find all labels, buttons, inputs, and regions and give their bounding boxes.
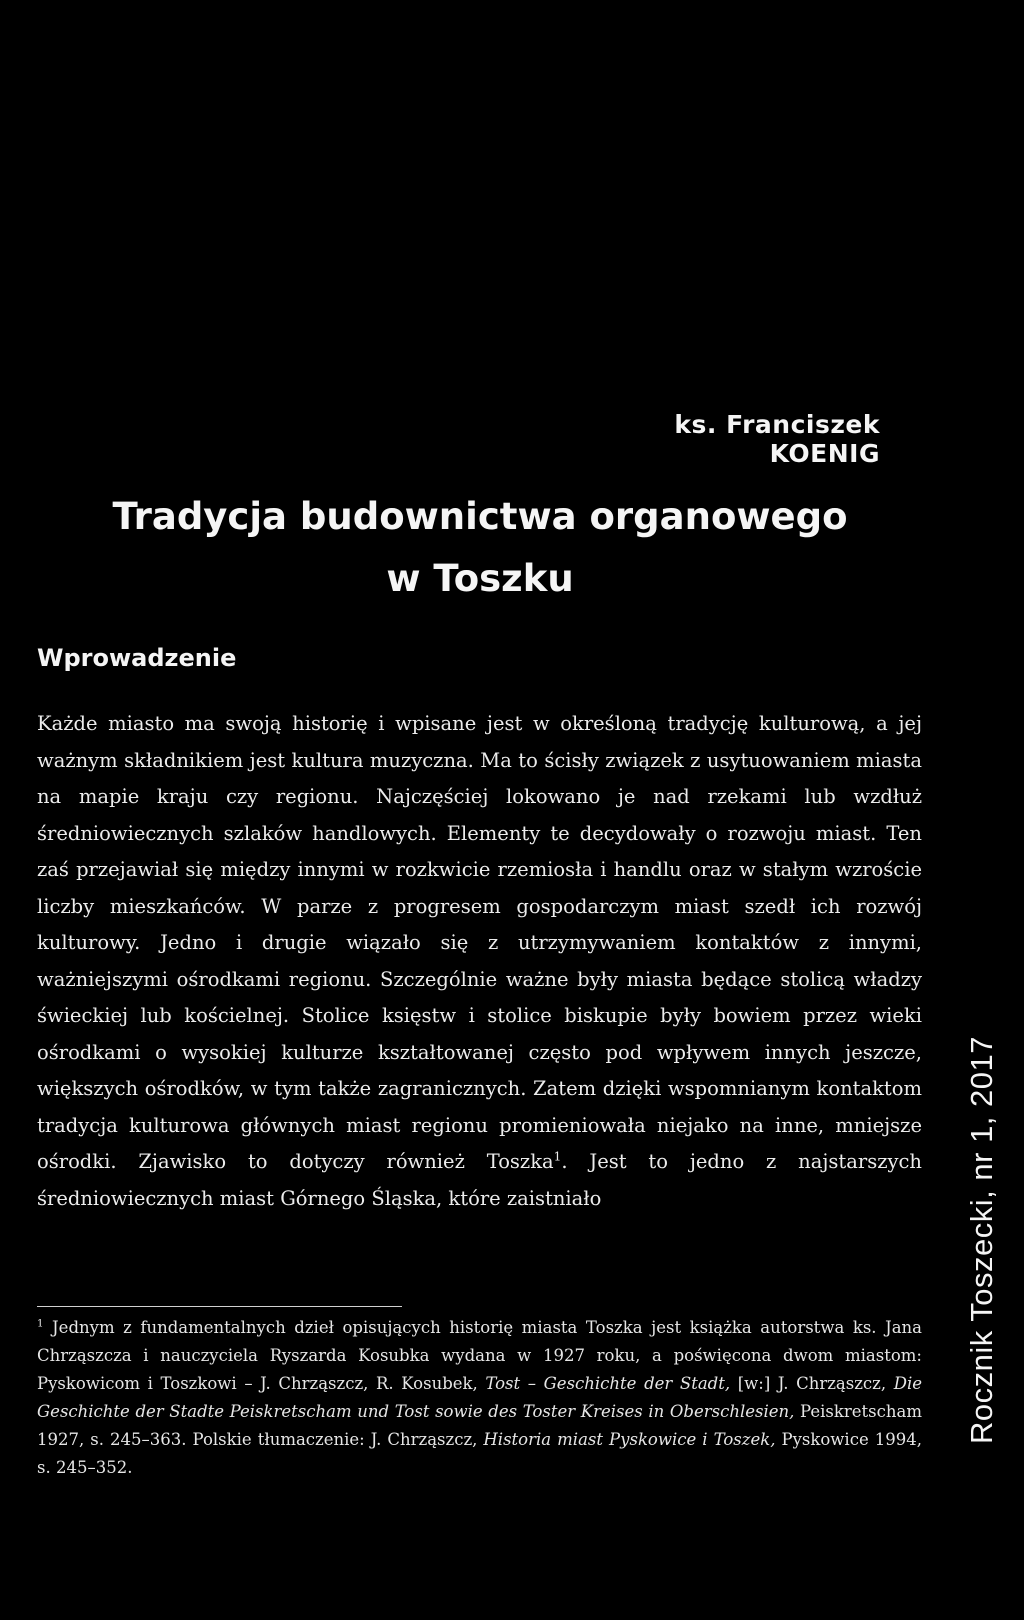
footnote-text-a: Jednym z fundamentalnych dzieł opisujących historię miasta Toszka jest książka autorstwa ks. Jana Chrząszcza i nauczyciela Ryszarda Kosubka wydana w 1927 roku, a poświęcona dwom miastom: Pyskowicom i Toszkowi – J. Chrząszcz, R. Kosubek, (37, 1318, 922, 1393)
body-paragraph-part-2: . Jest to jedno z najstarszych średniowiecznych miast Górnego Śląska, które zaistniało (37, 1150, 922, 1210)
footnote (37, 1314, 922, 1482)
footnote-text-c: Peiskretscham 1927, s. 245–363. Polskie tłumaczenie: J. Chrząszcz, (37, 1402, 922, 1449)
section-heading: Wprowadzenie (37, 644, 237, 672)
article-title-line-1: Tradycja budownictwa organowego (112, 495, 848, 538)
footnote-text-d: Pyskowice 1994, s. 245–352. (37, 1430, 922, 1477)
footnote-separator (37, 1306, 402, 1307)
footnote-text-b: [w:] J. Chrząszcz, (730, 1374, 894, 1393)
footnote-title-c: Historia miast Pyskowice i Toszek, (483, 1430, 776, 1449)
author-name: ks. Franciszek KOENIG (674, 410, 880, 468)
article-title (40, 486, 920, 610)
footnote-title-b: Die Geschichte der Stadte Peiskretscham und Tost sowie des Toster Kreises in Oberschlesien, (37, 1374, 922, 1421)
article-title-line-2: w Toszku (386, 557, 574, 600)
footnote-number: 1 (37, 1318, 44, 1330)
footnote-reference[interactable]: 1 (553, 1149, 562, 1164)
body-paragraph (37, 706, 922, 1217)
body-paragraph-part-1: Każde miasto ma swoją historię i wpisane jest w określoną tradycję kulturową, a jej ważnym składnikiem jest kultura muzyczna. Ma to ścisły związek z usytuowaniem miasta na mapie kraju czy regionu. Najczęściej lokowano je nad rzekami lub wzdłuż średniowiecznych szlaków handlowych. Elementy te decydowały o rozwoju miast. Ten zaś przejawiał się między innymi w rozkwicie rzemiosła i handlu oraz w stałym wzroście liczby mieszkańców. W parze z progresem gospodarczym miast szedł ich rozwój kulturowy. Jedno i drugie wiązało się z utrzymywaniem kontaktów z innymi, ważniejszymi ośrodkami regionu. Szczególnie ważne były miasta będące stolicą władzy świeckiej lub kościelnej. Stolice księstw i stolice biskupie były bowiem przez wieki ośrodkami o wysokiej kulturze kształtowanej często pod wpływem innych jeszcze, większych ośrodków, w tym także zagranicznych. Zatem dzięki wspomnianym kontaktom tradycja kulturowa głównych miast regionu promieniowała niejako na inne, mniejsze ośrodki. Zjawisko to dotyczy również Toszka (37, 712, 922, 1173)
footnote-title-a: Tost – Geschichte der Stadt, (485, 1374, 731, 1393)
running-head-text: Rocznik Toszecki, nr 1, 2017 (964, 1035, 999, 1445)
